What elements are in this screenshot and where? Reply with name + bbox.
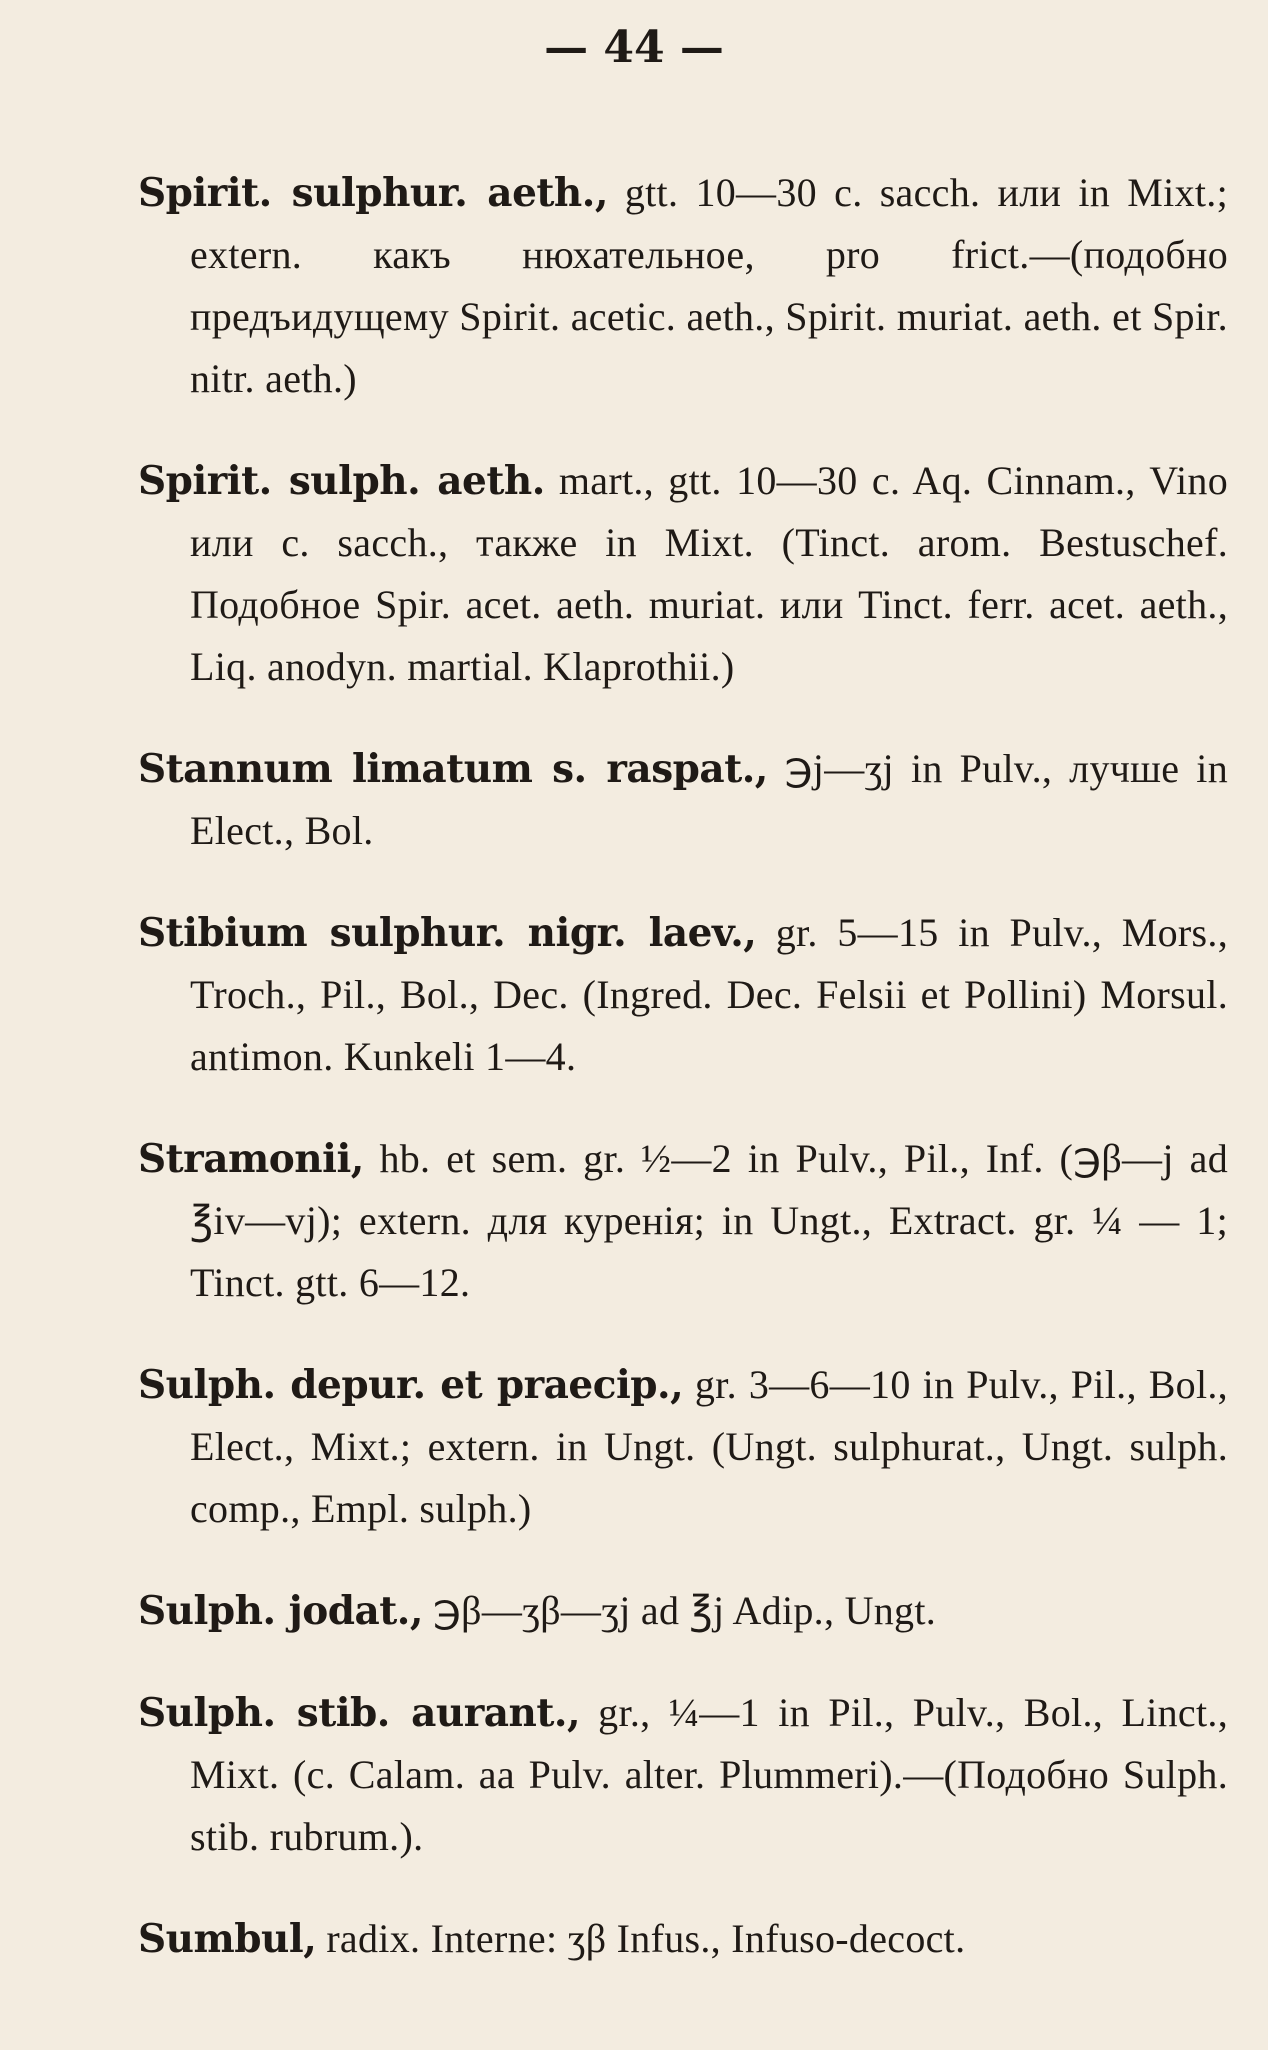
entry-sulph-depur — [138, 1354, 1228, 1540]
entry-sulph-stib-aurant — [138, 1682, 1228, 1868]
entry-body: gr., ¼—1 in Pil., Pulv., Bol., Linct., Mixt. (c. Calam. aa Pulv. alter. Plummeri).—(Подобно Sulph. stib. rubrum.). — [190, 1690, 1228, 1859]
entry-body: mart., gtt. 10—30 c. Aq. Cinnam., Vino или c. sacch., также in Mixt. (Tinct. arom. Bestuschef. Подобное Spir. acet. aeth. muriat. или Tinct. ferr. acet. aeth., Liq. anodyn. martial. Klaprothii.) — [190, 458, 1228, 689]
entry-body: hb. et sem. gr. ½—2 in Pulv., Pil., Inf. (℈β—j ad ℥iv—vj); extern. для куренія; in Ungt., Extract. gr. ¼ — 1; Tinct. gtt. 6—12. — [190, 1136, 1229, 1305]
entry-body: gr. 3—6—10 in Pulv., Pil., Bol., Elect., Mixt.; extern. in Ungt. (Ungt. sulphurat., Ungt. sulph. comp., Empl. sulph.) — [190, 1362, 1228, 1531]
entry-head: Sulph. depur. et praecip., — [138, 1362, 684, 1408]
entry-list — [138, 122, 1228, 1980]
entry-stibium — [138, 902, 1228, 1088]
entry-head: Stramonii, — [138, 1136, 364, 1182]
entry-body: radix. Interne: ʒβ Infus., Infuso-decoct. — [326, 1916, 966, 1961]
entry-stramonii — [138, 1128, 1228, 1314]
entry-body: gr. 5—15 in Pulv., Mors., Troch., Pil., Bol., Dec. (Ingred. Dec. Felsii et Pollini) Morsul. antimon. Kunkeli 1—4. — [190, 910, 1228, 1079]
entry-head: Sumbul, — [138, 1916, 317, 1962]
entry-sumbul — [138, 1908, 1228, 1970]
entry-head: Spirit. sulph. aeth. — [138, 458, 545, 504]
entry-head: Spirit. sulphur. aeth., — [138, 170, 608, 216]
entry-body: ℈j—ʒj in Pulv., лучше in Elect., Bol. — [190, 746, 1229, 853]
entry-head: Sulph. jodat., — [138, 1588, 423, 1634]
entry-head: Stannum limatum s. raspat., — [138, 746, 768, 792]
page-number: — 44 — — [544, 22, 724, 73]
entry-sulph-jodat — [138, 1580, 1228, 1642]
entry-spirit-sulphur-aeth — [138, 162, 1228, 410]
entry-body: ℈β—ʒβ—ʒj ad ℥j Adip., Ungt. — [432, 1588, 937, 1633]
entry-head: Sulph. stib. aurant., — [138, 1690, 581, 1736]
entry-body: gtt. 10—30 c. sacch. или in Mixt.; extern. какъ нюхательное, pro frict.—(подобно предъидущему Spirit. acetic. aeth., Spirit. muriat. aeth. et Spir. nitr. aeth.) — [190, 170, 1229, 401]
entry-stannum — [138, 738, 1228, 862]
entry-head: Stibium sulphur. nigr. laev., — [138, 910, 757, 956]
entry-spirit-sulph-aeth-mart — [138, 450, 1228, 698]
